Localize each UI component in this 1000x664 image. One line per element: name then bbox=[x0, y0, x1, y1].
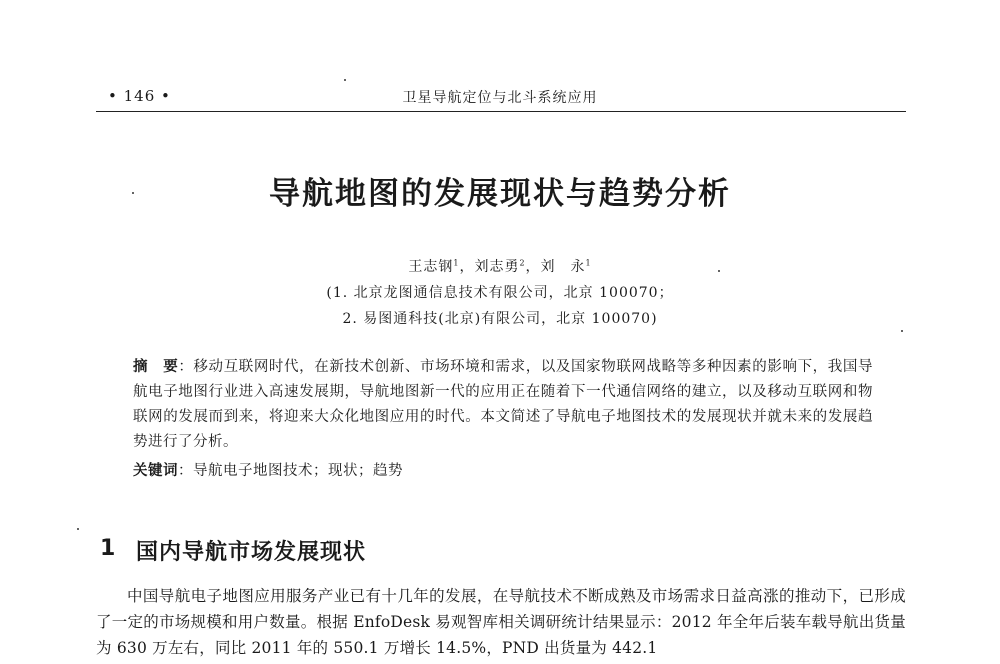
body-paragraph: 中国导航电子地图应用服务产业已有十几年的发展，在导航技术不断成熟及市场需求日益高涨的推动下，已形成了一定的市场规模和用户数量。根据 EnfoDesk 易观智库相关调研统计结果显示：2012 年全年后装车载导航出货量为 630 万左右，同比 2011 年的 550.1 万增长 14.5%，PND 出货量为 442.1 bbox=[96, 587, 906, 657]
affiliation-1: (1. 北京龙图通信息技术有限公司，北京 100070； bbox=[326, 285, 674, 301]
author-2-affiliation-mark: 2 bbox=[519, 258, 526, 268]
scan-speck bbox=[344, 79, 346, 81]
author-1-affiliation-mark: 1 bbox=[453, 258, 460, 268]
abstract-text: ：移动互联网时代，在新技术创新、市场环境和需求，以及国家物联网战略等多种因素的影响下，我国导航电子地图行业进入高速发展期，导航地图新一代的应用正在随着下一代通信网络的建立，以及移动互联网和物联网的发展而到来，将迎来大众化地图应用的时代。本文简述了导航电子地图技术的发展现状并就未来的发展趋势进行了分析。 bbox=[133, 359, 873, 450]
affiliation-2: 2. 易图通科技(北京)有限公司，北京 100070) bbox=[342, 311, 658, 327]
scan-speck bbox=[77, 528, 79, 530]
scan-speck bbox=[132, 192, 134, 194]
keywords-label: 关键词 bbox=[133, 463, 178, 479]
author-2: 刘志勇 bbox=[474, 259, 520, 275]
scan-speck bbox=[901, 330, 903, 332]
section-title: 国内导航市场发展现状 bbox=[136, 540, 367, 565]
page-number: • 146 • bbox=[108, 87, 171, 105]
author-3: 刘 永 bbox=[540, 259, 586, 275]
author-3-affiliation-mark: 1 bbox=[585, 258, 592, 268]
abstract bbox=[133, 355, 873, 455]
header-rule bbox=[96, 111, 906, 112]
section-number: 1 bbox=[100, 536, 116, 561]
author-separator: ， bbox=[459, 259, 475, 275]
author-1: 王志钢 bbox=[408, 259, 454, 275]
journal-title: 卫星导航定位与北斗系统应用 bbox=[402, 90, 598, 106]
keywords-text: ：导航电子地图技术；现状；趋势 bbox=[178, 463, 403, 479]
author-line bbox=[0, 256, 1000, 276]
abstract-label: 摘 要 bbox=[133, 359, 179, 375]
paper-title: 导航地图的发展现状与趋势分析 bbox=[269, 176, 731, 212]
author-separator: ， bbox=[525, 259, 541, 275]
scan-speck bbox=[718, 270, 720, 272]
keywords bbox=[133, 459, 873, 480]
